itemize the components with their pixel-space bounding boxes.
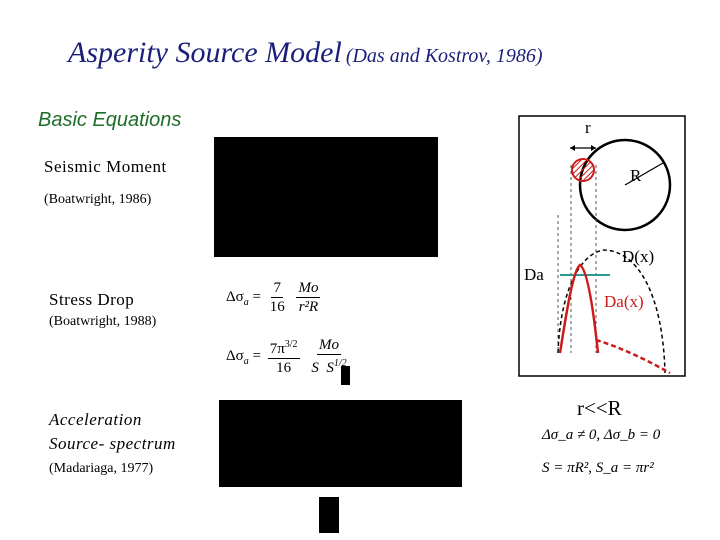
stress-drop-equation-2	[226, 336, 352, 377]
stress-drop-equation-1	[226, 279, 323, 316]
eq1-equals: =	[252, 288, 261, 305]
eq2-frac2-den-b: S	[326, 360, 334, 376]
eq1-frac2-num: Mo	[298, 280, 319, 296]
eq1-frac1-num: 7	[273, 280, 281, 296]
label-Dx: D(x)	[622, 247, 655, 266]
asperity-diagram	[518, 115, 688, 383]
label-source-spectrum: Source- spectrum	[49, 434, 176, 453]
equation-image-fragment	[319, 497, 339, 533]
eq2-frac2-den-sup: 1/2	[333, 358, 347, 369]
label-r-small: r	[585, 118, 591, 137]
title-main: Asperity Source Model	[68, 36, 342, 69]
eq2-frac1-den: 16	[276, 360, 292, 376]
slide-title	[68, 36, 542, 70]
section-label: Basic Equations	[38, 109, 182, 131]
eq2-equals: =	[252, 347, 261, 364]
label-stress-drop: Stress Drop	[49, 290, 135, 309]
ref-seismic-moment: (Boatwright, 1986)	[44, 192, 152, 207]
label-acceleration: Acceleration	[49, 410, 142, 429]
label-Da: Da	[524, 265, 544, 284]
equation-image-acceleration	[219, 400, 462, 487]
condition-equation-2: S = πR², S_a = πr²	[542, 460, 654, 476]
eq2-frac2-num: Mo	[318, 337, 339, 353]
label-R-big: R	[630, 166, 642, 185]
condition-r-much-less-R: r<<R	[577, 396, 622, 420]
label-Dax: Da(x)	[604, 292, 644, 311]
eq2-lhs-sub: a	[243, 355, 249, 367]
eq1-lhs: Δσ	[226, 288, 244, 305]
eq2-frac1-num-sup: 3/2	[284, 339, 298, 350]
Da-tail-red	[596, 340, 670, 373]
eq1-lhs-sub: a	[243, 296, 249, 308]
label-seismic-moment: Seismic Moment	[44, 157, 167, 176]
equation-image-seismic-moment	[214, 137, 438, 257]
condition-equation-1: Δσ_a ≠ 0, Δσ_b = 0	[542, 427, 661, 443]
asperity-circle	[572, 159, 594, 181]
Da-curve-red	[560, 265, 598, 353]
eq1-frac1-den: 16	[269, 299, 285, 315]
eq2-lhs: Δσ	[226, 347, 244, 364]
eq2-frac2-den: S	[311, 360, 319, 376]
ref-acceleration: (Madariaga, 1977)	[49, 461, 154, 476]
eq1-frac2-den: r²R	[298, 299, 319, 315]
title-reference: (Das and Kostrov, 1986)	[345, 45, 543, 67]
eq2-frac1-num: 7π	[269, 341, 285, 357]
ref-stress-drop: (Boatwright, 1988)	[49, 314, 157, 329]
